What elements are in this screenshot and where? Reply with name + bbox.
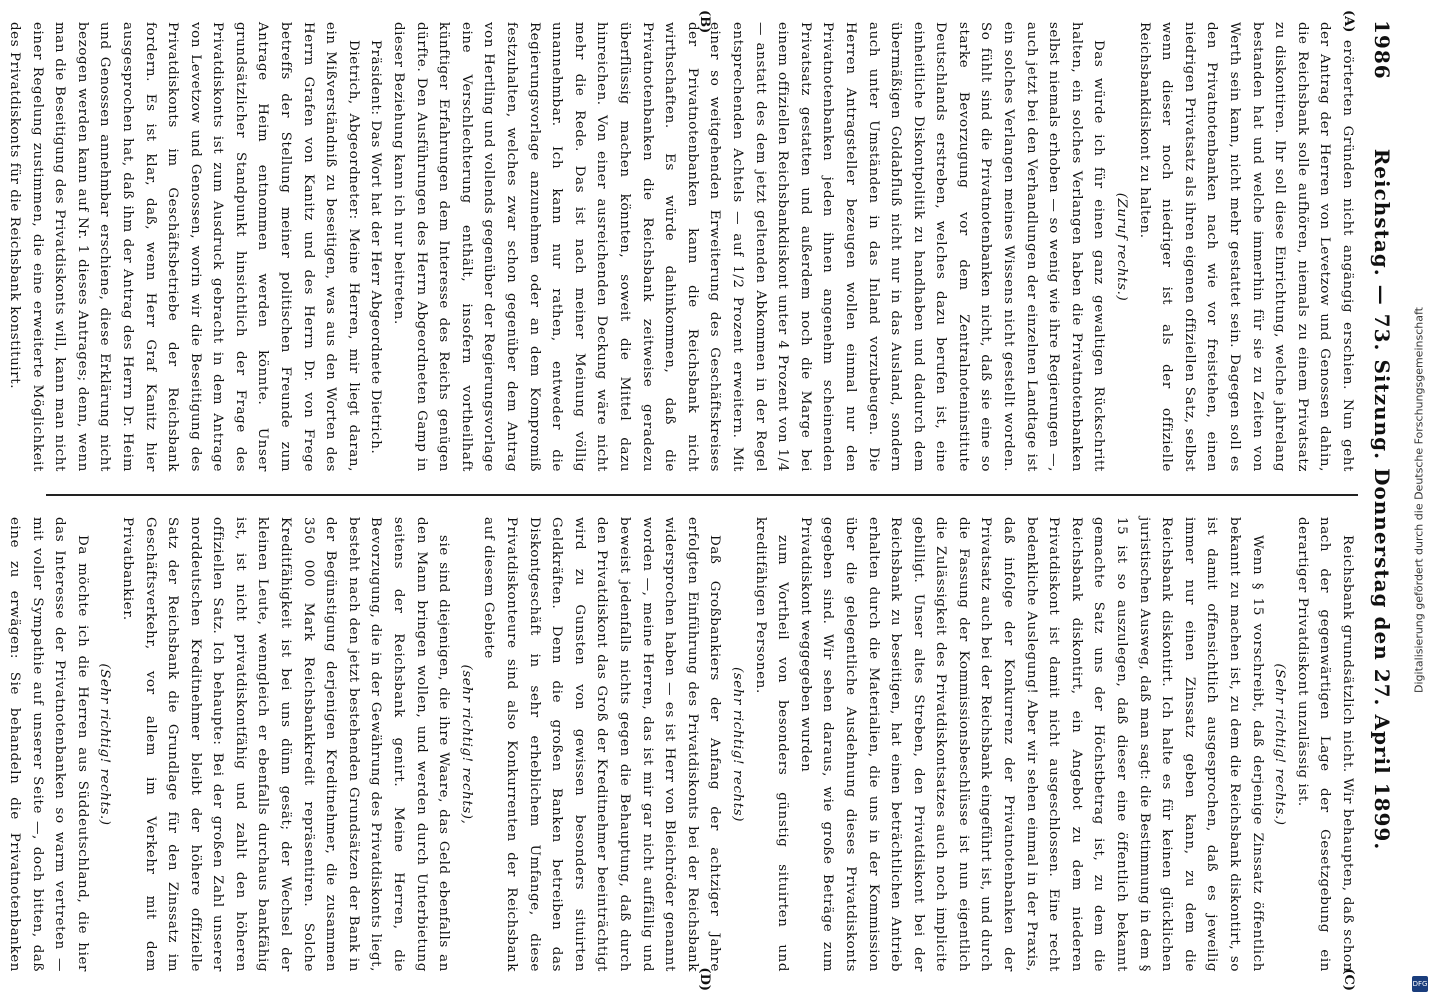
right-column-paragraph: Daß Großbankiers der Anfang der achtziger Jahre erfolgten Einführung des Privatdiskonts bei der Reichsbank widersprochen haben — es ist Herr von Bleichröder genannt worden —, meine Herren, das ist mir gar nicht auffällig und beweist jedenfalls nichts gegen die Behauptung, daß durch den Privatdiskont das Groß der Kreditnehmer beeinträchtigt wird zu Gunsten von gewissen besonders situirten Geldkräften. Denn die großen Banken betreiben das Diskontgeschäft in sehr erheblichem Umfange, diese Privatdiskonteure sind also Konkurrenten der Reichsbank auf diesem Gebiete	[481, 517, 723, 972]
left-column-paragraph: erörterten Gründen nicht angängig erschien. Nun geht der Antrag der Herren von Levetzow und Genossen dahin, die Reichsbank solle aufhören, niemals zu einem Privatsatz zu diskontiren. Ihr soll diese Einrichtung, welche jahrelang bestanden hat und welche immerhin für sie zu Zeiten von Werth sein kann, nicht mehr gestattet sein. Dagegen soll es den Privatnotenbanken nach wie vor freistehen, einen niedrigen Privatsatz als ihren eigenen offiziellen Satz, selbst wenn dieser noch niedriger ist als der offizielle Reichsbankdiskont zu halten.	[1136, 22, 1355, 472]
right-column-interjection: (Sehr richtig! rechts.)	[97, 663, 113, 826]
right-column-interjection: (Sehr richtig! rechts.)	[1272, 663, 1288, 826]
right-column-interjection: (sehr richtig! rechts),	[458, 664, 474, 825]
page-number: 1986	[1370, 20, 1394, 80]
margin-marker-c: (C)	[1341, 968, 1356, 991]
left-column-interjection: (Zuruf rechts.)	[1114, 192, 1130, 302]
left-column-paragraph: Präsident: Das Wort hat der Herr Abgeordnete Dietrich.	[368, 40, 384, 455]
margin-marker-b: (B)	[697, 10, 712, 34]
right-column-paragraph: Wenn § 15 vorschreibt, daß derjenige Zinssatz öffentlich bekannt zu machen ist, zu dem die Reichsbank diskontirt, so ist damit offensichtlich ausgesprochen, daß es jeweilig immer nur einen Zinssatz geben kann, zu dem die Reichsbank diskontirt. Ich halte es für keinen glücklichen juristischen Ausweg, daß man sagt: die Bestimmung in dem § 15 ist so auszulegen, daß dieser eine öffentlich bekannt gemachte Satz uns der Höchstbetrag ist, zu dem die Reichsbank diskontirt, ein Angebot zu dem niederen Privatdiskont ist damit nicht ausgeschlossen. Eine recht bedenkliche Auslegung! Aber wir sehen einmal in der Praxis, daß infolge der Konkurrenz der Privatnotenbanken der Privatsatz auch bei der Reichsbank eingeführt ist, und durch die Fassung der Kommissionsbeschlüsse ist nun eigentlich die Zulässigkeit des Privatdiskontsatzes auch noch implicite gebilligt. Unser altes Streben, den Privatdiskont bei der Reichsbank zu beseitigen, hat einen beträchtlichen Antrieb erhalten durch die Materialien, die uns in der Kommission über die gelegentliche Ausdehnung dieses Privatdiskonts gegeben sind. Wir sehen daraus, wie große Beträge zum Privatdiskont weggegeben wurden	[797, 517, 1265, 972]
right-column-paragraph: sie sind diejenigen, die ihre Waare, das Geld ebenfalls an den Mann bringen wollen, und werden durch Unterbietung seitens der Reichsbank genirt. Meine Herren, die Bevorzugung, die in der Gewährung des Privatdiskonts liegt, besteht nach den jetzt bestehenden Grundsätzen der Bank in der Begünstigung derjenigen Kreditnehmer, die zusammen 350 000 Mark Reichsbankkredit repräsentiren. Solche Kreditfähigkeit ist bei uns dünn gesät; der Wechsel der kleinen Leute, wenngleich er ebenfalls durchaus bankfähig ist, ist nicht privatdiskontfähig und zahlt den höheren offiziellen Satz. Ich behaupte: Bei der großen Zahl unserer norddeutschen Kreditnehmer bleibt der höhere offizielle Satz der Reichsbank die Grundlage für den Zinssatz im Geschäftsverkehr, vor allem im Verkehr mit dem Privatbankier.	[119, 517, 452, 972]
left-column	[6, 22, 1358, 472]
right-column-paragraph: Reichsbank grundsätzlich nicht. Wir behaupten, daß schon nach der gegenwärtigen Lage der Gesetzgebung ein derartiger Privatdiskont unzulässig ist.	[1294, 517, 1355, 972]
page-header	[1362, 20, 1396, 979]
right-column-paragraph: Da möchte ich die Herren aus Süddeutschland, die hier das Interesse der Privatnotenbanken so warm vertreten — mit voller Sympathie auf unserer Seite —, doch bitten, daß eine zu erwägen: Sie behandeln die Privatnotenbanken	[6, 517, 90, 972]
digitization-sidebar	[1404, 0, 1434, 1000]
right-column-interjection: (sehr richtig! rechts)	[729, 666, 745, 823]
left-column-paragraph: Dietrich, Abgeordneter: Meine Herren, mir liegt daran, ein Mißverständniß zu beseitigen, was aus den Worten des Herrn Grafen von Kanitz und des Herrn Dr. von Frege betreffs der Stellung meiner politischen Freunde zum Antrage Heim entnommen werden könnte. Unser grundsätzlicher Standpunkt hinsichtlich der Frage des Privatdiskonts ist zum Ausdruck gebracht in dem Antrage von Levetzow und Genossen, worin wir die Beseitigung des Privatdiskonts im Geschäftsbetriebe der Reichsbank fordern. Es ist klar, daß, wenn Herr Graf Kanitz hier ausgesprochen hat, daß ihm der Antrag des Herrn Dr. Heim und Genossen annehmbar erschiene, diese Erklärung nicht bezogen werden kann auf Nr. 1 dieses Antrages; denn, wenn man die Beseitigung des Privatdiskonts will, kann man nicht einer Regelung zustimmen, die eine erweiterte Möglichkeit des Privatdiskonts für die Reichsbank konstituirt.	[6, 22, 361, 472]
document-page	[6, 10, 1402, 991]
dfg-credit-text: Digitalisierung gefördert durch die Deutsche Forschungsgemeinschaft	[1412, 307, 1426, 693]
dfg-logo: DFG	[1412, 976, 1428, 992]
margin-marker-a: (A)	[1341, 10, 1356, 33]
column-divider	[46, 494, 1358, 496]
page-title: Reichstag. — 73. Sitzung. Donnerstag den 27. April 1899.	[1370, 148, 1394, 851]
margin-marker-d: (D)	[697, 967, 712, 991]
right-column	[6, 517, 1358, 972]
left-column-paragraph: Das würde ich für einen ganz gewaltigen Rückschritt halten, ein solches Verlangen haben die Privatnotenbanken selbst niemals erhoben — so wenig wie ihre Regierungen —, auch jetzt bei den Verhandlungen der einzelnen Landtage ist ein solches Verlangen meines Wissens nicht gestellt worden. So fühlt sind die Privatnotenbanken nicht, daß sie eine so starke Bevorzugung vor dem Zentralnoteninstitute Deutschlands erstreben, welches dazu berufen ist, eine einheitliche Diskontpolitik zu handhaben und dadurch dem übermäßigen Goldabfluß nicht nur in das Ausland, sondern auch unter Umständen in das Inland vorzubeugen. Die Herren Antragsteller bezeugen wollen einmal nur den Privatnotenbanken jeden ihnen angenehm scheinenden Privatsatz gestatten und außerdem noch die Marge bei einem offiziellen Reichsbankdiskont unter 4 Prozent von 1/4 — anstatt des dem jetzt geltenden Abkommen in der Regel entsprechenden Achtels — auf 1/2 Prozent erweitern. Mit einer so weitgehenden Erweiterung des Geschäftskreises der Privatnotenbanken kann die Reichsbank nicht wirthschaften. Es würde dahinkommen, daß die Privatnotenbanken die Reichsbank zeitweise geradezu überflüssig machen könnten, soweit die Mittel dazu hinreichen. Von einer ausreichenden Deckung wäre nicht mehr die Rede. Das ist nach meiner Meinung völlig unannehmbar. Ich kann nur rathen, entweder die Regierungsvorlage anzunehmen oder an dem Kompromiß festzuhalten, welches zwar schon gegenüber dem Antrag von Hertling und vollends gegenüber der Regierungsvorlage eine Verschlechterung enthält, insofern vortheilhaft künftiger Erfahrungen dem Interesse des Reichs genügen dürfte. Den Ausführungen des Herrn Abgeordneten Gamp in dieser Beziehung kann ich nur beitreten.	[391, 22, 1107, 472]
right-column-paragraph: zum Vortheil von besonders günstig situirten und kreditfähigen Personen.	[752, 517, 791, 972]
